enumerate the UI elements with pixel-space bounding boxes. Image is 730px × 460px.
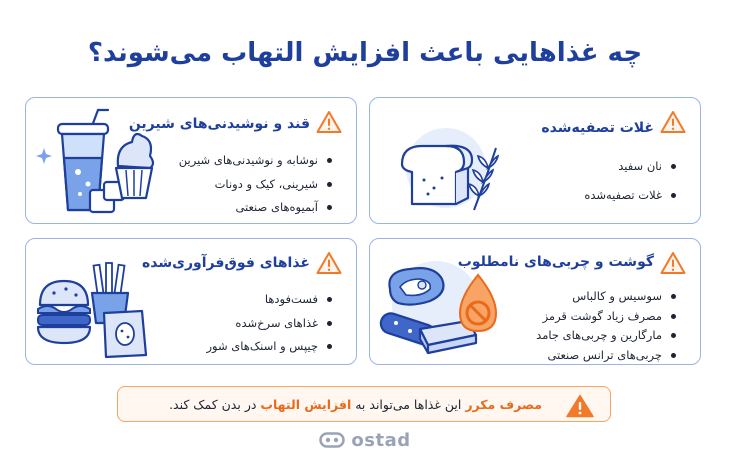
list-item: نوشابه و نوشیدنی‌های شیرین	[179, 155, 332, 167]
card-refined-grains	[369, 97, 701, 224]
list-item: غذاهای سرخ‌شده	[206, 318, 332, 330]
warning-icon	[316, 110, 342, 134]
warning-icon	[660, 110, 686, 134]
soda-cupcake-icon	[32, 106, 156, 218]
list-item: مارگارین و چربی‌های جامد	[536, 330, 676, 342]
burger-fries-chips-icon	[34, 261, 152, 359]
card-title: غذاهای فوق‌فرآوری‌شده	[142, 255, 310, 271]
card-title: قند و نوشیدنی‌های شیرین	[128, 116, 310, 132]
list-item: آبمیوه‌های صنعتی	[179, 202, 332, 214]
item-list	[179, 155, 332, 226]
item-list	[536, 291, 676, 369]
note-text-part: این غذاها می‌تواند به	[351, 397, 466, 412]
note-highlight: افزایش التهاب	[260, 397, 352, 412]
warning-note	[117, 386, 611, 422]
warning-icon	[316, 251, 342, 275]
brand-logo	[0, 428, 730, 452]
card-sugar-drinks	[25, 97, 357, 224]
list-item: سوسیس و کالباس	[536, 291, 676, 303]
ostad-logo-icon	[319, 432, 345, 448]
warning-icon	[660, 251, 686, 275]
card-title: غلات تصفیه‌شده	[541, 120, 654, 136]
page-title: چه غذاهایی باعث افزایش التهاب می‌شوند؟	[87, 38, 643, 68]
card-ultra-processed	[25, 238, 357, 365]
list-item: چیپس و اسنک‌های شور	[206, 341, 332, 353]
warning-icon	[566, 394, 594, 418]
card-unhealthy-fats	[369, 238, 701, 365]
list-item: چربی‌های ترانس صنعتی	[536, 350, 676, 362]
item-list	[206, 294, 332, 365]
item-list	[584, 161, 676, 218]
list-item: نان سفید	[584, 161, 676, 173]
bread-wheat-icon	[384, 124, 504, 214]
note-text	[169, 397, 542, 412]
meat-sausage-butter-icon	[376, 253, 504, 359]
card-title: گوشت و چربی‌های نامطلوب	[457, 254, 654, 270]
list-item: غلات تصفیه‌شده	[584, 190, 676, 202]
brand-name: ostad	[351, 429, 411, 451]
list-item: فست‌فودها	[206, 294, 332, 306]
list-item: مصرف زیاد گوشت قرمز	[536, 311, 676, 323]
note-text-part: در بدن کمک کند.	[169, 397, 261, 412]
list-item: شیرینی، کیک و دونات	[179, 179, 332, 191]
note-highlight: مصرف مکرر	[465, 397, 542, 412]
